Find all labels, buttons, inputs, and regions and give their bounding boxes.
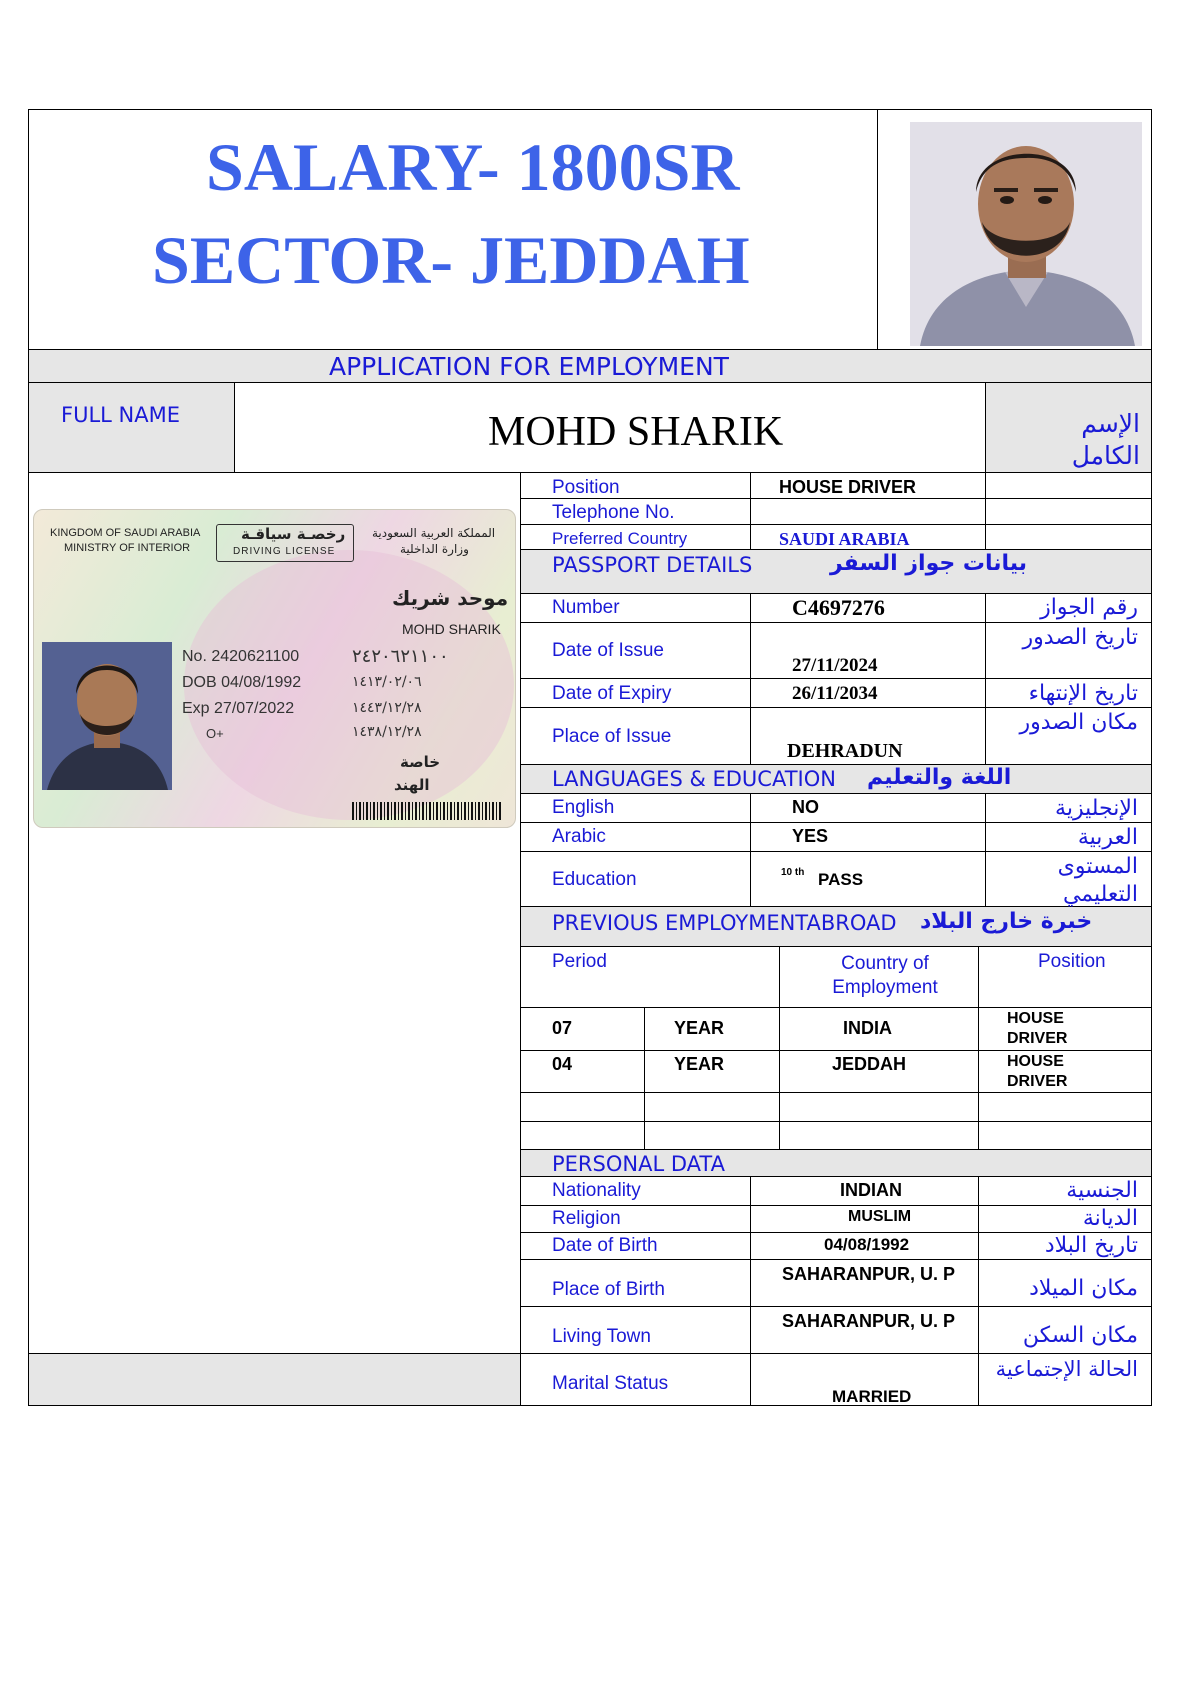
license-type-ar: خاصة [400, 753, 441, 771]
license-number-ar: ٢٤٢٠٦٢١١٠٠ [352, 646, 449, 667]
license-title-box [216, 524, 354, 562]
employment-title-ar: خبرة خارج البلاد [920, 909, 1093, 934]
arabic-ar: العربية [1077, 825, 1138, 850]
emp-row1-num: 07 [552, 1018, 573, 1038]
english-label: English [552, 797, 615, 818]
education-sup: 10 th [781, 867, 805, 878]
full-name-label: FULL NAME [61, 403, 180, 427]
license-blood: O+ [206, 726, 224, 741]
position-label: Position [552, 477, 620, 498]
license-name-ar: موحد شريك [392, 586, 509, 610]
employment-title: PREVIOUS EMPLOYMENTABROAD [552, 911, 897, 935]
full-name-value: MOHD SHARIK [488, 409, 784, 455]
emp-row2-position: HOUSE DRIVER [1007, 1053, 1068, 1090]
arabic-label: Arabic [552, 826, 606, 847]
license-nat-ar: الهند [394, 776, 430, 794]
license-dob-ar: ١٤١٣/٠٢/٠٦ [352, 674, 422, 690]
marital-status-value: MARRIED [832, 1387, 912, 1406]
dob-label: Date of Birth [552, 1235, 658, 1256]
birthplace-ar: مكان الميلاد [1029, 1276, 1138, 1301]
issue-date-label: Date of Issue [552, 640, 664, 661]
position-value: HOUSE DRIVER [779, 477, 917, 497]
living-town-label: Living Town [552, 1326, 651, 1347]
expiry-date-value: 26/11/2034 [792, 683, 878, 704]
nationality-label: Nationality [552, 1180, 641, 1201]
license-title-ar: رخصـة سياقـة [241, 525, 346, 543]
emp-row2-num: 04 [552, 1054, 573, 1074]
full-name-label-cell [29, 383, 234, 472]
bottom-left-band [29, 1354, 520, 1405]
dob-value: 04/08/1992 [824, 1235, 910, 1254]
license-photo-drawing [42, 642, 172, 790]
nationality-ar: الجنسية [1066, 1178, 1138, 1203]
issue-date-ar: تاريخ الصدور [1022, 625, 1138, 650]
full-name-ar: الإسم الكامل [1071, 409, 1140, 470]
issue-date-value: 27/11/2024 [792, 655, 878, 676]
passport-number-ar: رقم الجواز [1040, 595, 1138, 620]
english-value: NO [792, 797, 819, 817]
marital-status-ar: الحالة الإجتماعية [995, 1357, 1138, 1381]
expiry-date-label: Date of Expiry [552, 683, 672, 704]
passport-title: PASSPORT DETAILS [552, 553, 753, 577]
emp-row2-unit: YEAR [674, 1054, 725, 1074]
education-label: Education [552, 869, 637, 890]
expiry-date-ar: تاريخ الإنتهاء [1028, 681, 1138, 706]
passport-number-value: C4697276 [792, 595, 885, 620]
position-header: Position [1038, 951, 1106, 972]
license-name: MOHD SHARIK [402, 621, 501, 637]
languages-title-ar: اللغة والتعليم [867, 765, 1012, 790]
license-ministry-ar: وزارة الداخلية [400, 542, 469, 556]
religion-value: MUSLIM [848, 1208, 912, 1225]
license-dob: DOB 04/08/1992 [182, 674, 302, 691]
form-title: APPLICATION FOR EMPLOYMENT [329, 352, 729, 381]
license-ministry: MINISTRY OF INTERIOR [64, 542, 191, 554]
license-exp: Exp 27/07/2022 [182, 700, 295, 717]
issue-place-value: DEHRADUN [787, 740, 903, 762]
emp-row2-country: JEDDAH [832, 1054, 907, 1074]
marital-status-label: Marital Status [552, 1373, 669, 1394]
country-header: Country of Employment [832, 953, 938, 998]
license-exp-ar: ١٤٤٣/١٢/٢٨ [352, 700, 422, 716]
license-photo [42, 642, 172, 790]
issue-place-label: Place of Issue [552, 726, 672, 747]
religion-ar: الديانة [1082, 1206, 1138, 1231]
salary-heading: SALARY- 1800SR [206, 129, 740, 205]
license-issue-ar: ١٤٣٨/١٢/٢٨ [352, 724, 422, 740]
license-country: KINGDOM OF SAUDI ARABIA [50, 527, 201, 539]
preferred-country-value: SAUDI ARABIA [779, 529, 910, 549]
birthplace-label: Place of Birth [552, 1279, 665, 1300]
birthplace-value: SAHARANPUR, U. P [782, 1264, 956, 1284]
emp-row1-position: HOUSE DRIVER [1007, 1010, 1068, 1047]
living-town-ar: مكان السكن [1022, 1323, 1138, 1348]
license-number: No. 2420621100 [182, 648, 300, 665]
nationality-value: INDIAN [840, 1180, 902, 1200]
religion-label: Religion [552, 1208, 621, 1229]
telephone-label: Telephone No. [552, 502, 675, 523]
living-town-value: SAHARANPUR, U. P [782, 1311, 956, 1331]
emp-row1-country: INDIA [843, 1018, 892, 1038]
arabic-value: YES [792, 826, 829, 846]
license-title: DRIVING LICENSE [233, 546, 336, 557]
education-value: PASS [818, 870, 864, 889]
passport-title-ar: بيانات جواز السفر [830, 551, 1028, 576]
english-ar: الإنجليزية [1055, 796, 1138, 821]
education-ar: المستوى التعليمي [1057, 854, 1138, 907]
emp-row1-unit: YEAR [674, 1018, 725, 1038]
driving-license-card [33, 509, 516, 828]
passport-number-label: Number [552, 597, 620, 618]
period-header: Period [552, 951, 607, 972]
license-country-ar: المملكة العربية السعودية [372, 526, 496, 540]
license-barcode [352, 802, 502, 820]
languages-title: LANGUAGES & EDUCATION [552, 767, 836, 791]
issue-place-ar: مكان الصدور [1019, 710, 1138, 735]
sector-heading: SECTOR- JEDDAH [152, 222, 750, 298]
preferred-country-label: Preferred Country [552, 529, 688, 548]
personal-title: PERSONAL DATA [552, 1152, 725, 1176]
dob-ar: تاريخ البلاد [1044, 1233, 1138, 1258]
